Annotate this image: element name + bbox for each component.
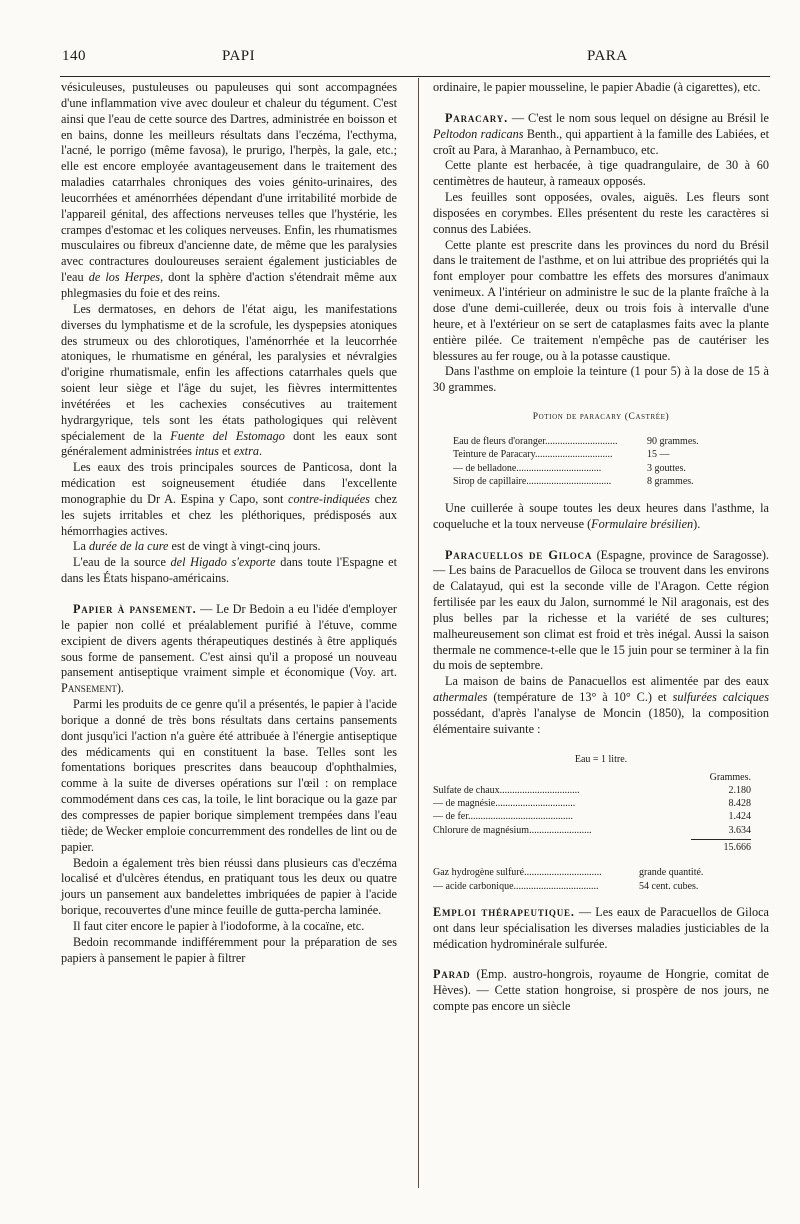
text: La maison de bains de Panacuellos est alimentée par des eaux — [445, 674, 769, 689]
entry-paracuellos-de-giloca — [433, 548, 769, 675]
gas-name: — acide carbonique.................................. — [433, 880, 599, 892]
composition-row — [433, 784, 751, 797]
composition-row — [433, 810, 751, 823]
italic-text: de los Herpes — [88, 270, 161, 285]
compound: Sulfate de chaux................................ — [433, 784, 580, 796]
paragraph: Les feuilles sont opposées, ovales, aiguës. Les fleurs sont disposées en corymbes. Elles présentent du reste les caractères si connus des Labiées. — [433, 190, 769, 236]
composition-row — [433, 824, 751, 837]
text: est de vingt à vingt-cinq jours. — [168, 539, 321, 554]
entry-headword: Emploi thérapeutique. — [433, 904, 575, 919]
text: (température de 13° à 10° C.) et — [487, 690, 673, 705]
ingredient: Sirop de capillaire.................................. — [453, 476, 612, 488]
composition-table — [433, 771, 751, 855]
unit-label: Grammes. — [709, 771, 751, 783]
analysis-caption: Eau = 1 litre. — [574, 753, 628, 765]
paragraph — [61, 539, 397, 555]
text: La — [73, 539, 89, 554]
text: — C'est le nom sous lequel on désigne au Brésil le — [507, 110, 769, 125]
amount: 1.424 — [728, 811, 751, 823]
entry-headword: Parad — [433, 967, 471, 982]
italic-text: del Higado s'exporte — [170, 555, 276, 570]
text: — Le Dr Bedoin a eu l'idée d'employer le papier non collé et préalablement purifié à l'étuve, comme excipient de divers agents thérapeutiques destinés à être appliqués sous forme de pansement. C'est ainsi qu'il a proposé un nouveau pansement antiseptique vraiment simple et économique (Voy. art. — [61, 602, 397, 680]
paragraph — [61, 460, 397, 539]
italic-text: Peltodon radicans — [433, 126, 524, 141]
paragraph: Dans l'asthme on emploie la teinture (1 pour 5) à la dose de 15 à 30 grammes. — [433, 364, 769, 395]
quantity: 8 grammes. — [647, 476, 694, 488]
amount: 2.180 — [728, 784, 751, 796]
entry-papier-a-pansement — [61, 602, 397, 697]
paragraph: Bedoin a également très bien réussi dans plusieurs cas d'eczéma localisé et d'ulcères étendus, en pratiquant tous les deux ou quatre jours un pansement aux bandelettes imbriquées de papier à l'acide borique, recouvertes d'une mince feuille de gutta-percha laminée. — [61, 855, 397, 918]
italic-text: durée de la cure — [88, 539, 169, 554]
paragraph: Il faut citer encore le papier à l'iodoforme, à la cocaïne, etc. — [73, 918, 365, 933]
text: Les dermatoses, en dehors de l'état aigu, les manifestations diverses du lymphatisme et de la scrofule, les dyspepsies atoniques des strumeux ou des chlorotiques, l'aménorrhée et la leucorrhée atoniques, le rhumatisme en général, les paralysies et névralgies d'origine rhumatismale, enfin les affections catarrhales quels que soient leur siège et l'âge du sujet, les fièvres intermittentes invétérées et les cachexies consécutives au traitement hydrargyrique, tels sont les états pathologiques qui relèvent spécialement de la — [61, 301, 397, 443]
text: L'eau de la source — [73, 555, 171, 570]
gas-amount: 54 cent. cubes. — [639, 880, 699, 892]
compound: — de fer.......................................... — [433, 811, 573, 823]
paragraph: Cette plante est prescrite dans les provinces du nord du Brésil dans le traitement de l'asthme, et on lui attribue des propriétés qui la font employer pour combattre les effets des morsures d'animaux venimeux. A l'intérieur on administre le suc de la plante fraîche à la dose d'une demi-cuillerée, deux ou trois fois à intervalle d'une heure, et à l'extérieur on se sert de cataplasmes faits avec la plante entière pilée. Ce traitement n'empêche pas de cautériser les blessures au fer rouge, ou à la potasse caustique. — [433, 237, 769, 363]
entry-headword: Papier à pansement. — [73, 602, 197, 616]
gas-row — [433, 866, 751, 879]
text: chez les sujets irritables et chez les pléthoriques, prédisposés aux hémorrhagies actives. — [61, 491, 398, 538]
quantity: 3 gouttes. — [647, 462, 686, 474]
composition-total: 15.666 — [691, 839, 751, 854]
paragraph — [61, 555, 397, 587]
entry-parad — [433, 967, 769, 1015]
small-caps-text: Pansement — [61, 681, 117, 696]
text: ). — [693, 516, 701, 531]
text: dans toute l'Espagne et dans les États hispano-américains. — [61, 555, 397, 586]
compound: — de magnésie................................ — [433, 798, 576, 810]
text: vésiculeuses, pustuleuses ou papuleuses qui sont accompagnées d'une inflammation vive avec douleur et chaleur du tégument. C'est ainsi que l'eau de cette source des Dartres, administrée en boisson et en bains, donne les meilleurs résultats dans l'eczéma, l'ecthyma, l'acné, le porrigo (même favosa), le prurigo, l'herpès, la gale, etc.; elle est encore employée avantageusement dans le traitement des maladies catarrhales chroniques des voies génito-urinaires, des leucorrhées et aménorrhées dépendant d'une irritabilité morbide de l'appareil génital, des affections nerveuses telles que l'hystérie, les crampes d'estomac et les coliques nerveuses. Enfin, les rhumatismes musculaires ou fibreux d'ancienne date, de même que les paralysies avec contractures douloureuses seraient également justiciables de l'eau — [61, 80, 397, 285]
right-column — [433, 80, 769, 1015]
italic-text: contre-indiquées — [288, 491, 370, 506]
ingredient: Eau de fleurs d'oranger............................. — [453, 435, 618, 447]
text: Les eaux des trois principales sources de Panticosa, dont la médication est soigneusement étudiée dans l'excellente monographie du Dr A. Espina y Capo, sont — [61, 460, 397, 506]
gas-name: Gaz hydrogène sulfuré............................... — [433, 867, 602, 879]
entry-headword: Paracary. — [445, 110, 508, 125]
paragraph — [433, 501, 769, 533]
gas-row — [433, 880, 751, 893]
amount: 8.428 — [728, 798, 751, 810]
paragraph: Bedoin recommande indifféremment pour la préparation de ses papiers à pansement le papier à filtrer — [61, 934, 397, 965]
text: possédant, d'après l'analyse de Moncin (1850), la composition élémentaire suivante : — [433, 706, 769, 736]
italic-text: intus — [195, 444, 219, 459]
running-head-right: PARA — [587, 48, 628, 64]
text: , dont la sphère d'action s'étendrait même aux phlegmasies du foie et des reins. — [61, 270, 397, 300]
left-column — [61, 80, 397, 966]
recipe-row — [453, 462, 739, 476]
text: (Espagne, province de Saragosse). — Les bains de Paracuellos de Giloca se trouvent dans les environs de Calatayud, qui est la seconde ville de l'Aragon. Cette région fertilisée par les eaux du Jalon, surnommé le Nil aragonais, est des plus belles par la richesse et la variété de ses cultures; malheureusement son climat est froid et très inégal. Aussi la saison thermale ne commence-t-elle que le 15 juin pour se terminer à la fin du mois de septembre. — [433, 547, 769, 673]
text: Benth., qui appartient à la famille des Labiées, et croît au Para, à Maranhao, à Pernambuco, etc. — [433, 126, 769, 157]
running-head-left: PAPI — [222, 48, 256, 64]
italic-text: Formulaire brésilien — [591, 516, 694, 531]
column-divider — [418, 78, 419, 1188]
recipe-table — [453, 435, 739, 489]
paragraph: ordinaire, le papier mousseline, le papier Abadie (à cigarettes), etc. — [433, 80, 761, 94]
paragraph: Cette plante est herbacée, à tige quadrangulaire, de 30 à 60 centimètres de hauteur, à rameaux opposés. — [433, 158, 769, 189]
recipe-title: Potion de paracary (Castrée) — [532, 412, 670, 423]
text: Une cuillerée à soupe toutes les deux heures dans l'asthme, la coqueluche et la toux nerveuse ( — [433, 500, 769, 531]
italic-text: sulfurées calciques — [672, 690, 769, 705]
text: (Emp. austro-hongrois, royaume de Hongrie, comitat de Hèves). — Cette station hongroise, si prospère de nos jours, ne compte pas encore un siècle — [433, 967, 769, 1014]
page-number: 140 — [62, 48, 86, 64]
amount: 3.634 — [728, 824, 751, 836]
header-rule — [60, 76, 770, 77]
text: — Les eaux de Paracuellos de Giloca ont dans leur spécialisation les diverses maladies justiciables de la médication hydrominérale sulfurée. — [433, 904, 769, 951]
compound: Chlorure de magnésium......................... — [433, 824, 592, 836]
paragraph — [61, 302, 397, 460]
recipe-row — [453, 435, 739, 449]
text: dont les eaux sont généralement administrées — [61, 428, 397, 459]
composition-row — [433, 797, 751, 810]
quantity: 15 — — [647, 449, 670, 461]
text: ). — [116, 681, 124, 696]
quantity: 90 grammes. — [647, 435, 699, 447]
gas-table — [433, 866, 751, 893]
gas-amount: grande quantité. — [639, 867, 704, 879]
paragraph — [61, 80, 397, 302]
recipe-row — [453, 448, 739, 462]
ingredient: — de belladone.................................. — [453, 462, 602, 474]
italic-text: athermales — [433, 690, 488, 705]
entry-paracary — [433, 111, 769, 159]
ingredient: Teinture de Paracary............................... — [453, 449, 613, 461]
paragraph: Parmi les produits de ce genre qu'il a présentés, le papier à l'acide borique a donné de très bons résultats dans certains pansements dont jusqu'ici l'action n'a guère été attribuée à l'énergie antiseptique des médicaments qui en constituent la base. Telles sont les fomentations boriques prescrites dans beaucoup d'ophthalmies, comme à la suite de diverses opérations sur l'œil : on remplace commodément dans ces cas, la toile, le lint boracique ou la gaze par des compresses de papier borique simplement trempées dans l'eau tiède; de Wecker emploie concurremment des rondelles de lint ou de papier. — [61, 697, 397, 854]
text: . — [258, 444, 263, 459]
paragraph — [433, 674, 769, 737]
italic-text: Fuente del Estomago — [170, 428, 285, 443]
recipe-row — [453, 475, 739, 489]
text: et — [218, 444, 234, 459]
italic-text: extra — [233, 444, 259, 459]
entry-emploi-therapeutique — [433, 905, 769, 953]
entry-headword: Paracuellos de Giloca — [445, 547, 593, 562]
